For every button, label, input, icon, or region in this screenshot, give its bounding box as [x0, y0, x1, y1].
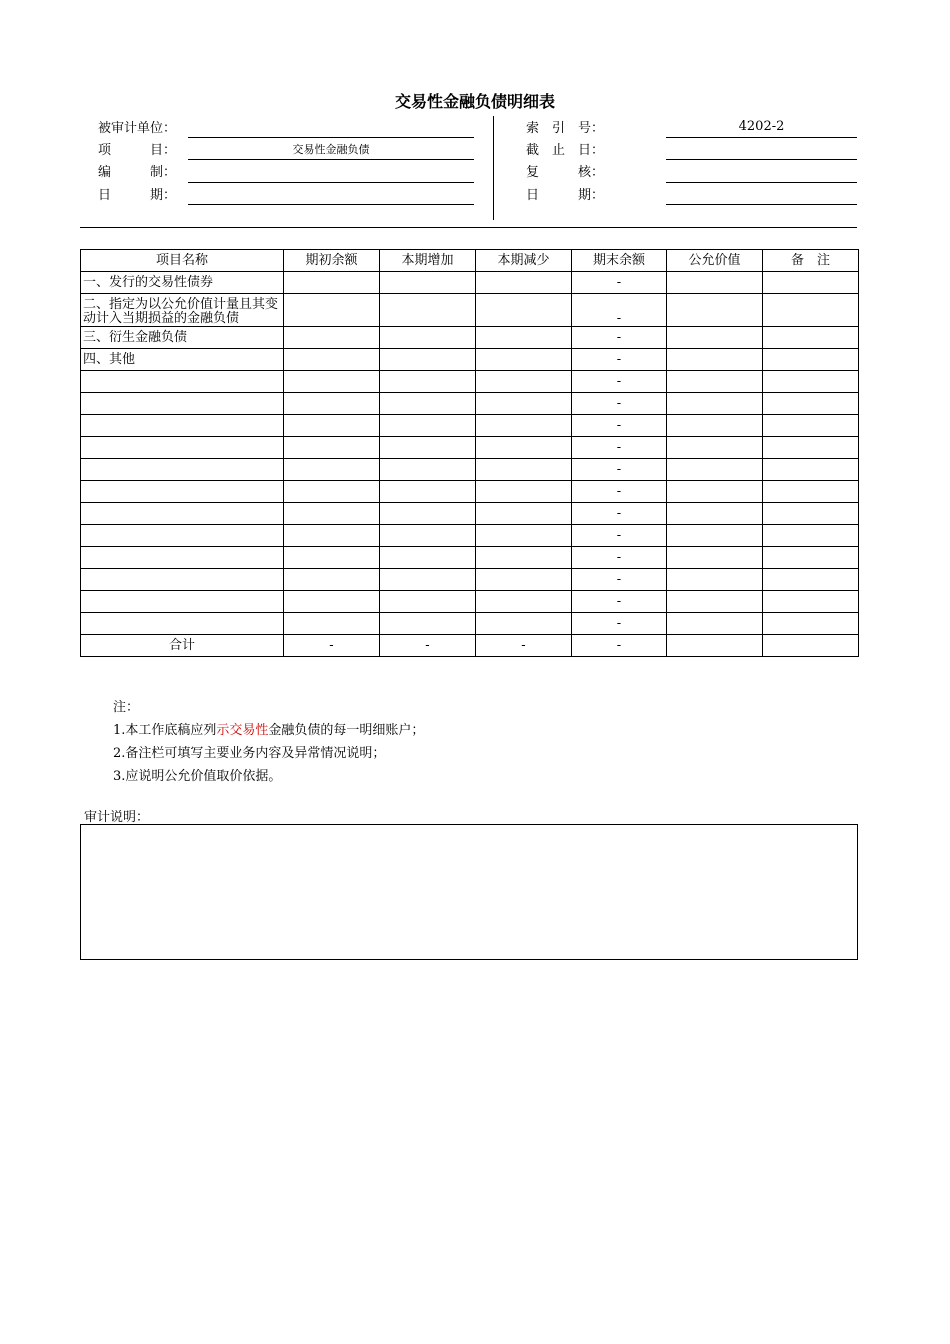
table-row: [81, 459, 859, 481]
cell-name[interactable]: [81, 547, 284, 569]
cell-ending[interactable]: -: [572, 371, 667, 393]
cell-opening[interactable]: [284, 569, 380, 591]
detail-table: [80, 249, 859, 657]
cell-ending[interactable]: -: [572, 525, 667, 547]
cell-opening[interactable]: [284, 525, 380, 547]
cell-opening[interactable]: [284, 437, 380, 459]
cell-name[interactable]: [81, 503, 284, 525]
cell-opening[interactable]: [284, 547, 380, 569]
notes-section: [113, 696, 424, 788]
cell-remarks[interactable]: [763, 481, 859, 503]
col-header-increase: 本期增加: [380, 250, 476, 272]
col-header-fair-value: 公允价值: [667, 250, 763, 272]
cell-opening[interactable]: [284, 349, 380, 371]
cell-opening[interactable]: [284, 294, 380, 327]
cell-increase[interactable]: [380, 415, 476, 437]
cell-decrease[interactable]: [476, 294, 572, 327]
cell-decrease[interactable]: [476, 481, 572, 503]
prepare-date-label: 日 期：: [98, 188, 177, 203]
col-header-item-name: 项目名称: [81, 250, 284, 272]
cutoff-date-label: 截 止 日：: [526, 143, 605, 158]
cell-name[interactable]: [81, 569, 284, 591]
item-label: 项 目：: [98, 143, 177, 158]
cell-opening[interactable]: [284, 481, 380, 503]
cell-name[interactable]: [81, 613, 284, 635]
cell-remarks[interactable]: [763, 349, 859, 371]
cell-ending[interactable]: -: [572, 272, 667, 294]
cell-opening[interactable]: [284, 591, 380, 613]
table-header-row: [81, 250, 859, 272]
table-row: [81, 327, 859, 349]
cell-fair-value[interactable]: [667, 371, 763, 393]
cell-fair-value[interactable]: [667, 525, 763, 547]
cell-name[interactable]: [81, 393, 284, 415]
cell-remarks[interactable]: [763, 393, 859, 415]
note-1: [113, 719, 424, 742]
cutoff-date-field[interactable]: [666, 159, 857, 160]
cell-increase[interactable]: [380, 272, 476, 294]
cell-fair-value[interactable]: [667, 393, 763, 415]
cell-remarks[interactable]: [763, 437, 859, 459]
total-increase: -: [380, 635, 476, 657]
note-1-suffix: 金融负债的每一明细账户；: [268, 723, 425, 738]
cell-increase[interactable]: [380, 393, 476, 415]
table-row: [81, 547, 859, 569]
index-field[interactable]: [666, 137, 857, 138]
cell-opening[interactable]: [284, 613, 380, 635]
header-separator: [80, 227, 857, 228]
cell-name[interactable]: [81, 437, 284, 459]
cell-ending[interactable]: -: [572, 569, 667, 591]
cell-ending[interactable]: -: [572, 459, 667, 481]
total-label: 合计: [81, 635, 284, 657]
cell-decrease[interactable]: [476, 437, 572, 459]
total-row: [81, 635, 859, 657]
cell-fair-value[interactable]: [667, 481, 763, 503]
cell-remarks[interactable]: [763, 613, 859, 635]
cell-ending[interactable]: -: [572, 591, 667, 613]
table-row: [81, 272, 859, 294]
table-row: [81, 569, 859, 591]
cell-remarks[interactable]: [763, 569, 859, 591]
reviewer-label: 复 核：: [526, 165, 605, 180]
table-row: [81, 481, 859, 503]
cell-remarks[interactable]: [763, 294, 859, 327]
cell-fair-value[interactable]: [667, 613, 763, 635]
cell-decrease[interactable]: [476, 459, 572, 481]
cell-decrease[interactable]: [476, 503, 572, 525]
total-opening: -: [284, 635, 380, 657]
cell-name[interactable]: 二、指定为以公允价值计量且其变动计入当期损益的金融负债: [81, 294, 284, 327]
cell-decrease[interactable]: [476, 569, 572, 591]
cell-remarks[interactable]: [763, 591, 859, 613]
cell-ending[interactable]: -: [572, 393, 667, 415]
table-row: [81, 294, 859, 327]
cell-decrease[interactable]: [476, 547, 572, 569]
audited-unit-field[interactable]: [188, 137, 474, 138]
cell-opening[interactable]: [284, 393, 380, 415]
cell-opening[interactable]: [284, 459, 380, 481]
cell-remarks[interactable]: [763, 459, 859, 481]
col-header-ending-balance: 期末余额: [572, 250, 667, 272]
prepare-date-field[interactable]: [188, 204, 474, 205]
cell-increase[interactable]: [380, 294, 476, 327]
audit-explanation-label: 审计说明：: [84, 810, 150, 825]
cell-increase[interactable]: [380, 481, 476, 503]
cell-ending[interactable]: -: [572, 547, 667, 569]
reviewer-field[interactable]: [666, 182, 857, 183]
page-title: 交易性金融负债明细表: [394, 92, 555, 111]
table-row: [81, 503, 859, 525]
cell-name[interactable]: [81, 591, 284, 613]
cell-decrease[interactable]: [476, 591, 572, 613]
cell-ending[interactable]: -: [572, 481, 667, 503]
cell-fair-value[interactable]: [667, 591, 763, 613]
cell-fair-value[interactable]: [667, 459, 763, 481]
cell-increase[interactable]: [380, 327, 476, 349]
cell-decrease[interactable]: [476, 393, 572, 415]
header-divider: [493, 116, 494, 220]
table-row: [81, 393, 859, 415]
table-row: [81, 591, 859, 613]
cell-increase[interactable]: [380, 547, 476, 569]
cell-name[interactable]: 四、其他: [81, 349, 284, 371]
cell-remarks[interactable]: [763, 327, 859, 349]
cell-fair-value[interactable]: [667, 327, 763, 349]
note-1-prefix: 1.本工作底稿应列: [113, 723, 217, 738]
cell-ending[interactable]: -: [572, 349, 667, 371]
cell-increase[interactable]: [380, 613, 476, 635]
table-row: [81, 349, 859, 371]
note-1-highlight: 示交易性: [216, 723, 269, 738]
cell-fair-value[interactable]: [667, 437, 763, 459]
cell-ending[interactable]: -: [572, 415, 667, 437]
audited-unit-label: 被审计单位：: [98, 121, 177, 136]
note-2: 2.备注栏可填写主要业务内容及异常情况说明；: [113, 746, 386, 761]
cell-remarks[interactable]: [763, 371, 859, 393]
cell-name[interactable]: 三、衍生金融负债: [81, 327, 284, 349]
table-row: [81, 415, 859, 437]
cell-increase[interactable]: [380, 525, 476, 547]
table-row: [81, 613, 859, 635]
cell-remarks[interactable]: [763, 503, 859, 525]
cell-ending[interactable]: -: [572, 613, 667, 635]
cell-increase[interactable]: [380, 591, 476, 613]
cell-fair-value[interactable]: [667, 547, 763, 569]
cell-fair-value[interactable]: [667, 569, 763, 591]
cell-increase[interactable]: [380, 459, 476, 481]
cell-fair-value[interactable]: [667, 272, 763, 294]
col-header-decrease: 本期减少: [476, 250, 572, 272]
cell-ending[interactable]: -: [572, 294, 667, 327]
cell-fair-value[interactable]: [667, 503, 763, 525]
preparer-label: 编 制：: [98, 165, 177, 180]
cell-opening[interactable]: [284, 327, 380, 349]
cell-ending[interactable]: -: [572, 327, 667, 349]
cell-opening[interactable]: [284, 415, 380, 437]
cell-ending[interactable]: -: [572, 437, 667, 459]
table-row: [81, 525, 859, 547]
review-date-field[interactable]: [666, 204, 857, 205]
col-header-remarks: 备 注: [763, 250, 859, 272]
cell-ending[interactable]: -: [572, 503, 667, 525]
cell-fair-value[interactable]: [667, 349, 763, 371]
item-value: 交易性金融负债: [292, 143, 370, 156]
preparer-field[interactable]: [188, 182, 474, 183]
index-value: 4202-2: [738, 119, 785, 134]
cell-name[interactable]: [81, 481, 284, 503]
cell-fair-value[interactable]: [667, 294, 763, 327]
cell-remarks[interactable]: [763, 547, 859, 569]
cell-decrease[interactable]: [476, 525, 572, 547]
cell-increase[interactable]: [380, 437, 476, 459]
cell-opening[interactable]: [284, 371, 380, 393]
cell-fair-value[interactable]: [667, 415, 763, 437]
cell-remarks[interactable]: [763, 415, 859, 437]
cell-decrease[interactable]: [476, 613, 572, 635]
notes-heading: 注：: [113, 700, 140, 715]
cell-name[interactable]: 一、发行的交易性债券: [81, 272, 284, 294]
total-ending: -: [572, 635, 667, 657]
cell-opening[interactable]: [284, 503, 380, 525]
cell-decrease[interactable]: [476, 349, 572, 371]
total-decrease: -: [476, 635, 572, 657]
total-fair-value: [667, 635, 763, 657]
cell-remarks[interactable]: [763, 272, 859, 294]
cell-name[interactable]: [81, 371, 284, 393]
review-date-label: 日 期：: [526, 188, 605, 203]
cell-increase[interactable]: [380, 503, 476, 525]
table-row: [81, 371, 859, 393]
note-3: 3.应说明公允价值取价依据。: [113, 769, 282, 784]
cell-increase[interactable]: [380, 349, 476, 371]
cell-opening[interactable]: [284, 272, 380, 294]
cell-name[interactable]: [81, 525, 284, 547]
cell-decrease[interactable]: [476, 327, 572, 349]
cell-decrease[interactable]: [476, 371, 572, 393]
audit-explanation-box[interactable]: [80, 824, 858, 960]
total-remarks: [763, 635, 859, 657]
cell-name[interactable]: [81, 459, 284, 481]
cell-increase[interactable]: [380, 569, 476, 591]
cell-decrease[interactable]: [476, 415, 572, 437]
cell-remarks[interactable]: [763, 525, 859, 547]
item-field[interactable]: [188, 159, 474, 160]
table-row: [81, 437, 859, 459]
index-label: 索 引 号：: [526, 121, 605, 136]
col-header-opening-balance: 期初余额: [284, 250, 380, 272]
cell-increase[interactable]: [380, 371, 476, 393]
cell-name[interactable]: [81, 415, 284, 437]
cell-decrease[interactable]: [476, 272, 572, 294]
